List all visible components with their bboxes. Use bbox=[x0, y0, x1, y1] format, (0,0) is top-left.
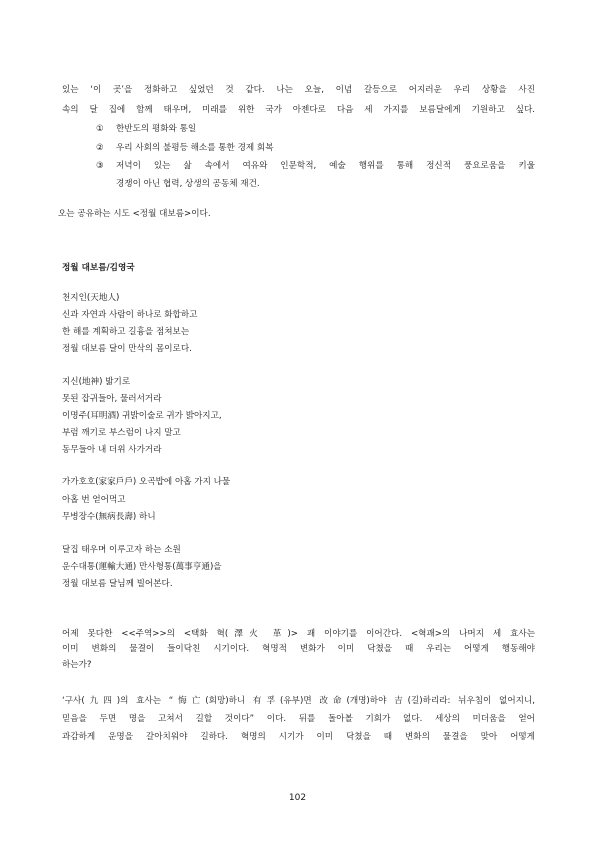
paragraph-1-line-3: 하는가? bbox=[62, 660, 92, 670]
paragraph-2-line-1: ‘구사(九四)의 효사는 “悔亡(회망)하니 有孚(유부)면 改命(개명)하야 吉(길)하리라: 뉘우침이 없어지니, bbox=[62, 696, 535, 706]
share-line: 오는 공유하는 시도 <정월 대보름>이다. bbox=[58, 209, 211, 219]
paragraph-1-line-2: 이미 변화의 물결이 들이닥친 시기이다. 혁명적 변화가 이미 닥쳤을 때 우리는 어떻게 행동해야 bbox=[62, 644, 535, 654]
poem-line: 부럼 깨기로 부스럼이 나지 말고 bbox=[62, 428, 181, 438]
poem-line: 신과 자연과 사람이 하나로 화합하고 bbox=[62, 310, 198, 320]
poem-line: 정월 대보름 달님께 빌어본다. bbox=[62, 579, 173, 589]
wish-item-continued: 경쟁이 아닌 협력, 상생의 공동체 재건. bbox=[116, 179, 260, 189]
poem-line: 무병장수(無病長壽) 하니 bbox=[62, 512, 156, 522]
poem-line: 정월 대보름 달이 만삭의 몸이로다. bbox=[62, 344, 192, 354]
paragraph-2-line-3: 과감하게 운명을 갈아치워야 길하다. 혁명의 시기가 이미 닥쳤을 때 변화의 물결을 맞아 어떻게 bbox=[62, 732, 535, 742]
intro-line-1: 있는 ‘이 곳’을 정화하고 싶었던 것 같다. 나는 오늘, 이념 갈등으로 어지러운 우리 상황을 사진 bbox=[62, 85, 535, 95]
poem-line: 운수대통(運輸大通) 만사형통(萬事亨通)을 bbox=[62, 562, 222, 572]
paragraph-1-line-1: 어제 못다한 <<주역>>의 <택화 혁(澤火 革)> 괘 이야기를 이어간다. <혁괘>의 나머지 세 효사는 bbox=[62, 629, 535, 639]
poem-line: 지신(地神) 밟기로 bbox=[62, 377, 131, 387]
poem-line: 가가호호(家家戶戶) 오곡밥에 아홉 가지 나물 bbox=[62, 477, 231, 487]
poem-line: 천지인(天地人) bbox=[62, 293, 120, 303]
intro-line-2: 속의 달 집에 함께 태우며, 미래를 위한 국가 아젠다로 다음 세 가지를 보름달에게 기원하고 싶다. bbox=[62, 105, 535, 115]
wish-number: ② bbox=[96, 143, 104, 153]
page-number: 102 bbox=[288, 793, 307, 803]
wish-number: ③ bbox=[96, 161, 104, 171]
wish-item: 저녁이 있는 삶 속에서 여유와 인문학적, 예술 행위를 통해 정신적 풍요로움을 키울 bbox=[116, 161, 535, 171]
paragraph-2-line-2: 믿음을 두면 명을 고쳐서 길할 것이다” 이다. 뒤를 돌아볼 기회가 없다. 세상의 미더움을 얻어 bbox=[62, 714, 535, 724]
poem-line: 못된 잡귀들아, 물러서거라 bbox=[62, 394, 162, 404]
poem-line: 한 해를 계획하고 길흉을 점쳐보는 bbox=[62, 327, 190, 337]
poem-title: 정월 대보름/김영국 bbox=[62, 263, 135, 273]
poem-line: 아홉 번 얻어먹고 bbox=[62, 495, 126, 505]
poem-line: 동무들아 내 더위 사가거라 bbox=[62, 445, 162, 455]
wish-number: ① bbox=[96, 124, 104, 134]
poem-line: 달집 태우며 이루고자 하는 소원 bbox=[62, 545, 181, 555]
wish-item: 우리 사회의 불평등 해소를 통한 경제 회복 bbox=[116, 143, 274, 153]
wish-item: 한반도의 평화와 통일 bbox=[116, 124, 197, 134]
poem-line: 이명주(耳明酒) 귀밝이술로 귀가 밝아지고, bbox=[62, 411, 222, 421]
